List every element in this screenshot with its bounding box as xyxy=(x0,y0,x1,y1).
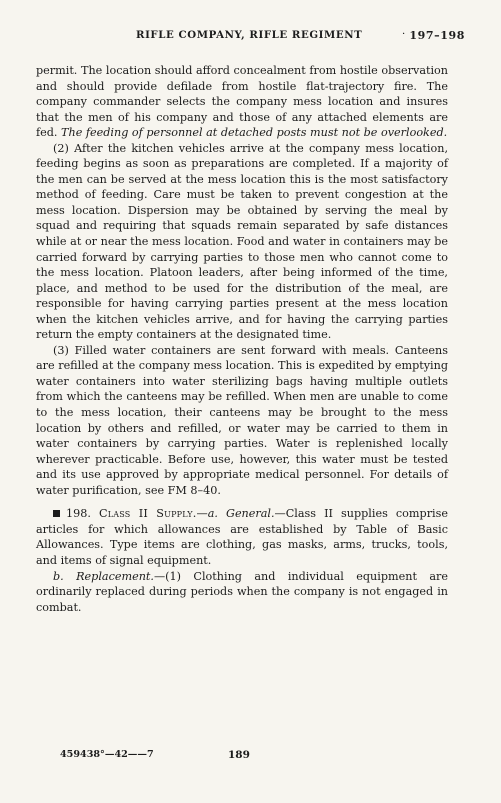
paragraph-3: (3) Filled water containers are sent forward with meals. Canteens are refilled at the company mess location. This is expedited by emptying water containers into water sterilizing bags having multiple outlets from which the canteens may be refilled. When men are unable to come to the mess location, their canteens may be brought to the mess location by others and refilled, or water may be carried to them in water containers by carrying parties. Water is replenished locally wherever practicable. Before use, however, this water must be tested and its use approved by appropriate medical personnel. For details of water purification, see FM 8–40. xyxy=(36,343,448,497)
section-gap xyxy=(36,498,448,506)
section-198-number: 198. xyxy=(66,507,99,521)
section-198-dash: — xyxy=(196,507,208,521)
page-body xyxy=(36,63,448,615)
page-number: 189 xyxy=(228,749,250,761)
paragraph-continuation-italic: The feeding of personnel at detached posts must not be overlooked. xyxy=(61,126,448,140)
section-square-icon xyxy=(53,510,60,517)
section-198-text: —Class II supplies comprise articles for which allowances are established by Table of Basic Allowances. Type items are clothing, gas masks, arms, trucks, tools, and items of signal equipment. xyxy=(36,507,448,567)
print-code: 459438°—42——7 xyxy=(60,749,154,760)
paragraph-continuation-text: permit. The location should afford concealment from hostile observation and should provide defilade from hostile flat-trajectory fire. The company commander selects the company mess location and insures that the men of his company and those of any attached elements are fed. xyxy=(36,64,448,140)
running-header xyxy=(36,29,465,45)
section-198-heading: Class II Supply. xyxy=(99,507,197,521)
subparagraph-b xyxy=(36,569,448,616)
paragraph-continuation xyxy=(36,63,448,141)
header-dot: · xyxy=(402,29,406,40)
subparagraph-b-heading: b. Replacement. xyxy=(53,569,154,583)
paragraph-2: (2) After the kitchen vehicles arrive at the company mess location, feeding begins as soon as preparations are completed. If a majority of the men can be served at the mess location this is the most satisfactory method of feeding. Care must be taken to prevent congestion at the mess location. Dispersion may be obtained by serving the meal by squad and requiring that squads remain separated by safe distances while at or near the mess location. Food and water in containers may be carried forward by carrying parties to those men who cannot come to the mess location. Platoon leaders, after being informed of the time, place, and method to be used for the distribution of the meal, are responsible for having carrying parties present at the mess location when the kitchen vehicles arrive, and for having the carrying parties return the empty containers at the designated time. xyxy=(36,141,448,342)
section-198 xyxy=(36,506,448,568)
section-198-subheading: a. General. xyxy=(207,507,275,521)
header-title: RIFLE COMPANY, RIFLE REGIMENT xyxy=(136,29,363,41)
page-footer xyxy=(60,749,360,765)
header-paragraph-range: 197–198 xyxy=(409,29,465,42)
subparagraph-b-text: —(1) Clothing and individual equipment are ordinarily replaced during periods when the company is not engaged in combat. xyxy=(36,569,448,614)
